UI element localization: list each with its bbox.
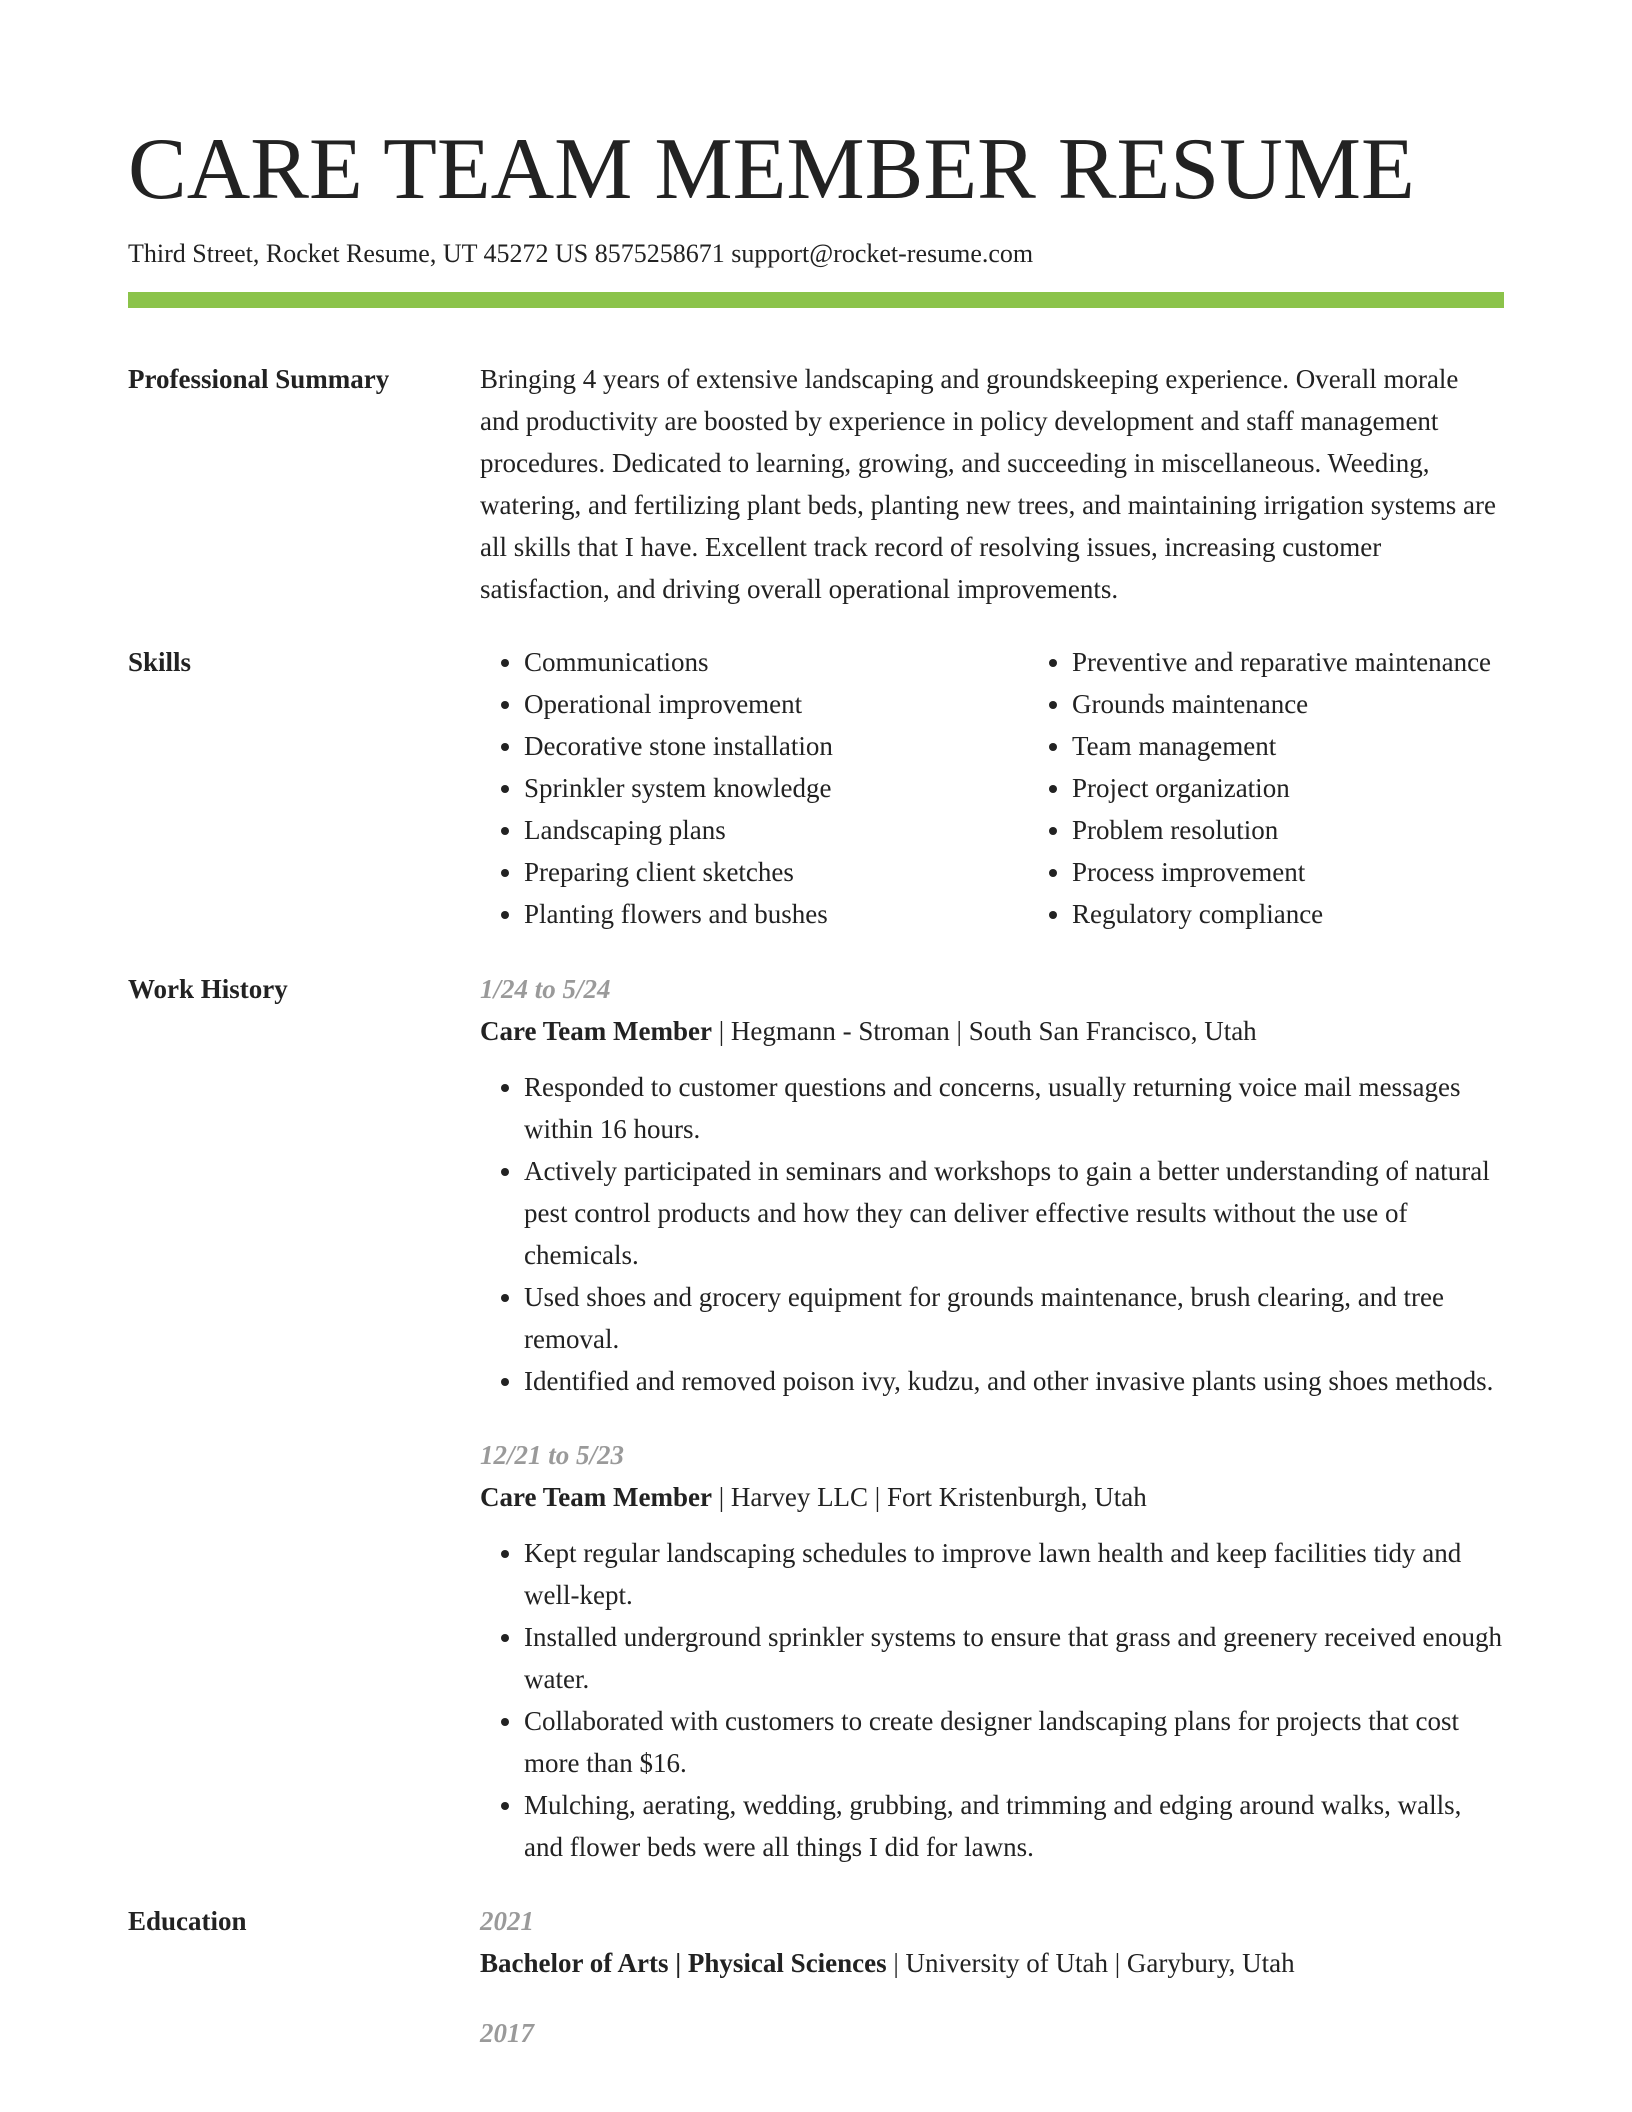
education-date: 2017: [480, 2018, 534, 2048]
skill-item: • Preventive and reparative maintenance: [1072, 641, 1491, 683]
job-title-line: [480, 1476, 1504, 1518]
job-role: Care Team Member: [480, 1016, 712, 1046]
contact-line: Third Street, Rocket Resume, UT 45272 US 8575258671 support@rocket-resume.com: [128, 239, 1034, 268]
job-bullets: [480, 1532, 1504, 1868]
skill-item: • Grounds maintenance: [1072, 683, 1491, 725]
job-role: Care Team Member: [480, 1482, 712, 1512]
education-date: 2021: [480, 1906, 534, 1936]
accent-divider: [128, 292, 1504, 308]
job-bullet: • Collaborated with customers to create designer landscaping plans for projects that cost more than $16.: [524, 1700, 1504, 1784]
job-bullet: • Used shoes and grocery equipment for grounds maintenance, brush clearing, and tree removal.: [524, 1276, 1504, 1360]
section-label-summary: Professional Summary: [128, 364, 390, 394]
work-history-section: [128, 968, 1504, 1868]
education-section: [128, 1900, 1504, 2054]
education-school-location: | University of Utah | Garybury, Utah: [886, 1948, 1295, 1978]
summary-section: [128, 358, 1504, 610]
section-label-education: Education: [128, 1906, 247, 1936]
job-title-line: [480, 1010, 1504, 1052]
skill-item: • Process improvement: [1072, 851, 1491, 893]
education-degree-line: [480, 1942, 1504, 1984]
summary-text: Bringing 4 years of extensive landscaping and groundskeeping experience. Overall morale and productivity are boosted by experience in policy development and staff management procedures. Dedicated to learning, growing, and succeeding in miscellaneous. Weeding, watering, and fertilizing plant beds, planting new trees, and maintaining irrigation systems are all skills that I have. Excellent track record of resolving issues, increasing customer satisfaction, and driving overall operational improvements.: [480, 364, 1496, 604]
skills-list-left: [480, 641, 1028, 935]
work-history-body: [480, 968, 1504, 1868]
section-label-skills: Skills: [128, 647, 192, 677]
job-bullet: • Installed underground sprinkler systems to ensure that grass and greenery received enough water.: [524, 1616, 1504, 1700]
skill-item: • Planting flowers and bushes: [524, 893, 1028, 935]
skills-section: [128, 641, 1504, 935]
job-company-location: | Harvey LLC | Fort Kristenburgh, Utah: [711, 1482, 1147, 1512]
skill-item: • Operational improvement: [524, 683, 1028, 725]
job-entry: [480, 1434, 1504, 1868]
job-company-location: | Hegmann - Stroman | South San Francisco, Utah: [711, 1016, 1257, 1046]
skill-item: • Project organization: [1072, 767, 1491, 809]
education-entry: [480, 1900, 1504, 1984]
section-label-work: Work History: [128, 974, 288, 1004]
job-entry: [480, 968, 1504, 1402]
resume-page: [128, 118, 1504, 2054]
skills-list-right: [1028, 641, 1491, 935]
skill-item: • Decorative stone installation: [524, 725, 1028, 767]
skill-item: • Preparing client sketches: [524, 851, 1028, 893]
job-bullet: • Responded to customer questions and concerns, usually returning voice mail messages within 16 hours.: [524, 1066, 1504, 1150]
skill-item: • Problem resolution: [1072, 809, 1491, 851]
skill-item: • Regulatory compliance: [1072, 893, 1491, 935]
skill-item: • Sprinkler system knowledge: [524, 767, 1028, 809]
job-date: 12/21 to 5/23: [480, 1440, 625, 1470]
education-degree: Bachelor of Arts | Physical Sciences: [480, 1948, 887, 1978]
skill-item: • Communications: [524, 641, 1028, 683]
job-bullets: [480, 1066, 1504, 1402]
job-bullet: • Actively participated in seminars and workshops to gain a better understanding of natural pest control products and how they can deliver effective results without the use of chemicals.: [524, 1150, 1504, 1276]
resume-title: CARE TEAM MEMBER RESUME: [128, 121, 1415, 218]
education-body: [480, 1900, 1504, 2054]
job-bullet: • Kept regular landscaping schedules to improve lawn health and keep facilities tidy and well-kept.: [524, 1532, 1504, 1616]
job-bullet: • Mulching, aerating, wedding, grubbing, and trimming and edging around walks, walls, and flower beds were all things I did for lawns.: [524, 1784, 1504, 1868]
job-bullet: • Identified and removed poison ivy, kudzu, and other invasive plants using shoes methods.: [524, 1360, 1504, 1402]
education-entry: [480, 2012, 1504, 2054]
skills-columns: [480, 641, 1504, 935]
job-date: 1/24 to 5/24: [480, 974, 611, 1004]
skill-item: • Landscaping plans: [524, 809, 1028, 851]
skill-item: • Team management: [1072, 725, 1491, 767]
